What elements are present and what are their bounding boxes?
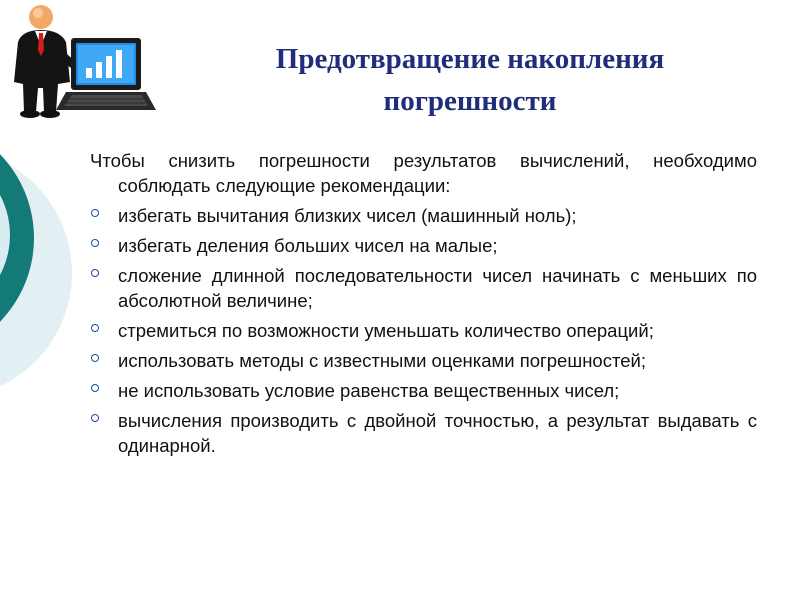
- list-item-text: избегать деления больших чисел на малые;: [118, 235, 498, 256]
- list-item: [90, 408, 757, 458]
- list-item: [90, 318, 757, 343]
- businessman-with-laptop-icon: [8, 2, 158, 124]
- hollow-circle-bullet-icon: [91, 354, 99, 362]
- title-line-2: погрешности: [383, 85, 557, 117]
- list-item: [90, 233, 757, 258]
- title-line-1: Предотвращение накопления: [275, 43, 665, 75]
- hollow-circle-bullet-icon: [91, 269, 99, 277]
- list-item-text: вычисления производить с двойной точностью, а результат выдавать с одинарной.: [118, 410, 757, 456]
- recommendation-list: [90, 203, 757, 458]
- list-item: [90, 263, 757, 313]
- intro-text: Чтобы снизить погрешности результатов вычислений, необходимо соблюдать следующие рекомендации:: [90, 150, 757, 196]
- list-item: [90, 378, 757, 403]
- hollow-circle-bullet-icon: [91, 414, 99, 422]
- list-item: [90, 348, 757, 373]
- list-item-text: стремиться по возможности уменьшать количество операций;: [118, 320, 654, 341]
- list-item-text: не использовать условие равенства вещественных чисел;: [118, 380, 620, 401]
- hollow-circle-bullet-icon: [91, 209, 99, 217]
- list-item-text: использовать методы с известными оценками погрешностей;: [118, 350, 646, 371]
- list-item-text: сложение длинной последовательности чисел начинать с меньших по абсолютной величине;: [118, 265, 757, 311]
- hollow-circle-bullet-icon: [91, 384, 99, 392]
- list-item-text: избегать вычитания близких чисел (машинный ноль);: [118, 205, 577, 226]
- hollow-circle-bullet-icon: [91, 239, 99, 247]
- slide-title: [170, 38, 770, 122]
- slide-body: [90, 148, 757, 463]
- hollow-circle-bullet-icon: [91, 324, 99, 332]
- list-item: [90, 203, 757, 228]
